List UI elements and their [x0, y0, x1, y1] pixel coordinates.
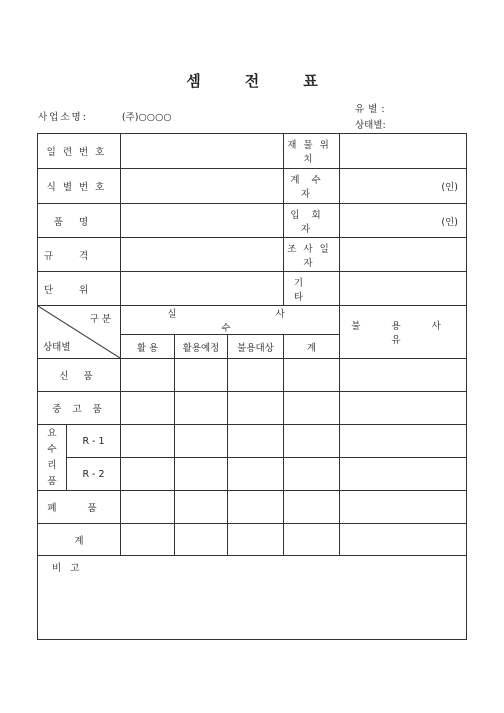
counter-label: 계수자 [284, 169, 340, 204]
cell[interactable] [228, 359, 284, 392]
cell[interactable] [284, 425, 340, 458]
cell[interactable] [175, 359, 228, 392]
info-row [38, 238, 467, 272]
info-row [38, 204, 467, 238]
cell[interactable] [340, 524, 467, 556]
survey-date-label: 조사일자 [284, 238, 340, 272]
cell[interactable] [175, 458, 228, 491]
repair-char: 품 [47, 475, 57, 487]
id-no-label: 식별번호 [38, 169, 121, 204]
cell[interactable] [228, 524, 284, 556]
cell[interactable] [228, 392, 284, 425]
type-line [355, 101, 389, 115]
spec-field[interactable] [121, 238, 284, 272]
remarks-row [38, 556, 467, 640]
diagonal-header-cell [38, 306, 121, 359]
row-r1-label: R - 1 [67, 425, 121, 458]
table-row [38, 359, 467, 392]
company-value: (주)○○○○ [121, 112, 172, 123]
cell[interactable] [284, 491, 340, 524]
id-no-field[interactable] [121, 169, 284, 204]
row-new-label: 신 품 [38, 359, 121, 392]
info-row [38, 169, 467, 204]
other-label: 기타 [284, 272, 340, 306]
remarks-label: 비 고 [52, 563, 83, 574]
cell[interactable] [121, 524, 175, 556]
cell[interactable] [340, 458, 467, 491]
other-field[interactable] [340, 272, 467, 306]
repair-char: 수 [47, 443, 57, 455]
cell[interactable] [175, 392, 228, 425]
serial-no-label: 일련번호 [38, 134, 121, 169]
col-total: 계 [284, 335, 340, 359]
col-planned-use: 활용예정 [175, 335, 228, 359]
cell[interactable] [121, 491, 175, 524]
cell[interactable] [284, 359, 340, 392]
table-row [38, 392, 467, 425]
survey-date-field[interactable] [340, 238, 467, 272]
cell[interactable] [340, 425, 467, 458]
item-name-field[interactable] [121, 204, 284, 238]
col-disposal-target: 불용대상 [228, 335, 284, 359]
title-char-1: 셈 [186, 72, 201, 90]
row-repair-label [38, 425, 67, 491]
inventory-form-table [37, 133, 467, 640]
diag-top-label: 구분 [89, 314, 114, 325]
table-row [38, 491, 467, 524]
type-label: 유별: [355, 104, 389, 115]
table-row [38, 425, 467, 458]
status-line [355, 117, 386, 131]
item-name-label: 품명 [38, 204, 121, 238]
cell[interactable] [228, 425, 284, 458]
status-label: 상태별: [355, 120, 386, 131]
cell[interactable] [175, 524, 228, 556]
row-total-label: 계 [38, 524, 121, 556]
cell[interactable] [121, 392, 175, 425]
location-label: 재물위치 [284, 134, 340, 169]
cell[interactable] [340, 491, 467, 524]
cell[interactable] [175, 425, 228, 458]
cell[interactable] [340, 392, 467, 425]
row-waste-label: 폐 품 [38, 491, 121, 524]
row-r2-label: R - 2 [67, 458, 121, 491]
cell[interactable] [284, 458, 340, 491]
company-label: 사업소명: [38, 112, 88, 123]
witness-seal[interactable]: (인) [340, 204, 467, 238]
cell[interactable] [175, 491, 228, 524]
unit-field[interactable] [121, 272, 284, 306]
table-row [38, 524, 467, 556]
cell[interactable] [284, 392, 340, 425]
row-used-label: 중 고 품 [38, 392, 121, 425]
cell[interactable] [284, 524, 340, 556]
cell[interactable] [340, 359, 467, 392]
document-title [0, 70, 504, 91]
spec-label: 규격 [38, 238, 121, 272]
serial-no-field[interactable] [121, 134, 284, 169]
cell[interactable] [228, 491, 284, 524]
cell[interactable] [228, 458, 284, 491]
company-line [38, 109, 172, 123]
repair-char: 요 [47, 427, 57, 439]
table-row [38, 458, 467, 491]
grid-header-row [38, 306, 467, 335]
col-in-use: 활 용 [121, 335, 175, 359]
unit-label: 단위 [38, 272, 121, 306]
cell[interactable] [121, 458, 175, 491]
info-row [38, 134, 467, 169]
title-char-3: 표 [303, 72, 318, 90]
cell[interactable] [121, 359, 175, 392]
cell[interactable] [121, 425, 175, 458]
counter-seal[interactable]: (인) [340, 169, 467, 204]
witness-label: 입회자 [284, 204, 340, 238]
actual-count-header: 실 사 수 [121, 306, 340, 335]
disposal-reason-header: 불 용 사 유 [340, 306, 467, 359]
location-field[interactable] [340, 134, 467, 169]
title-char-2: 전 [244, 72, 260, 90]
remarks-cell[interactable] [38, 556, 467, 640]
repair-char: 리 [47, 459, 57, 471]
info-row [38, 272, 467, 306]
diag-bottom-label: 상태별 [43, 342, 71, 353]
